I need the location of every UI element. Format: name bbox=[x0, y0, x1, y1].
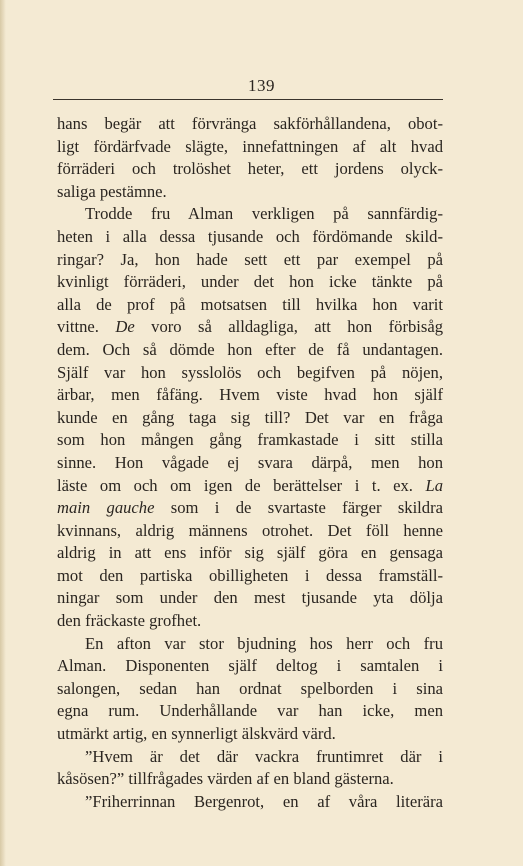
text-line: ”Friherrinnan Bergenrot, en af våra literära bbox=[85, 791, 443, 811]
text-line: egna rum. Underhållande var han icke, men bbox=[57, 701, 443, 721]
text-segment: voro så alldagliga, att hon förbisåg bbox=[134, 317, 443, 337]
text-line: som hon mången gång framkastade i sitt stilla bbox=[57, 430, 443, 450]
italic-text: main gauche bbox=[57, 498, 155, 518]
text-line: kvinligt förräderi, under det hon icke tänkte på bbox=[57, 272, 443, 292]
text-line: förräderi och trolöshet heter, ett jordens olyck- bbox=[57, 159, 443, 179]
body-text bbox=[57, 113, 443, 813]
text-line bbox=[57, 475, 443, 498]
text-line: Trodde fru Alman verkligen på sannfärdig- bbox=[85, 204, 443, 224]
text-line: ligt fördärfvade slägte, innefattningen af alt hvad bbox=[57, 136, 443, 156]
header-rule bbox=[53, 99, 443, 100]
text-line: aldrig in att ens inför sig själf göra en gensaga bbox=[57, 543, 443, 563]
text-line: ringar? Ja, hon hade sett ett par exempel på bbox=[57, 249, 443, 269]
text-line: saliga pestämne. bbox=[57, 181, 167, 201]
italic-text: La bbox=[425, 475, 443, 495]
text-line bbox=[57, 316, 443, 339]
text-line: salongen, sedan han ordnat spelborden i sina bbox=[57, 678, 443, 698]
text-line: Själf var hon sysslolös och begifven på nöjen, bbox=[57, 362, 443, 382]
text-line: En afton var stor bjudning hos herr och fru bbox=[85, 633, 443, 653]
text-segment: läste om och om igen de berättelser i t. ex. bbox=[57, 475, 426, 495]
text-line: ningar som under den mest tjusande yta dölja bbox=[57, 588, 443, 608]
italic-text: De bbox=[115, 317, 135, 337]
text-line: Alman. Disponenten själf deltog i samtalen i bbox=[57, 656, 443, 676]
text-segment: som i de svartaste färger skildra bbox=[154, 498, 443, 518]
text-line bbox=[57, 497, 443, 520]
text-line: ärbar, men fåfäng. Hvem viste hvad hon själf bbox=[57, 385, 443, 405]
text-line: den fräckaste grofhet. bbox=[57, 611, 202, 631]
text-line: sinne. Hon vågade ej svara därpå, men hon bbox=[57, 452, 443, 472]
text-line: alla de prof på motsatsen till hvilka hon varit bbox=[57, 294, 443, 314]
page-number: 139 bbox=[248, 76, 275, 95]
text-line: kvinnans, aldrig männens otrohet. Det föll henne bbox=[57, 520, 443, 540]
text-line: utmärkt artig, en synnerligt älskvärd värd. bbox=[57, 724, 336, 744]
page-edge bbox=[0, 0, 6, 866]
text-line: dem. Och så dömde hon efter de få undantagen. bbox=[57, 339, 443, 359]
text-line: kunde en gång taga sig till? Det var en fråga bbox=[57, 407, 443, 427]
text-line: mot den partiska obilligheten i dessa framställ- bbox=[57, 565, 443, 585]
text-line: hans begär att förvränga sakförhållandena, obot- bbox=[57, 114, 443, 133]
text-line: heten i alla dessa tjusande och fördömande skild- bbox=[57, 226, 443, 246]
text-line: ”Hvem är det där vackra fruntimret där i bbox=[85, 746, 443, 766]
text-segment: vittne. bbox=[57, 317, 116, 337]
text-line: kåsösen?” tillfrågades värden af en bland gästerna. bbox=[57, 769, 394, 789]
